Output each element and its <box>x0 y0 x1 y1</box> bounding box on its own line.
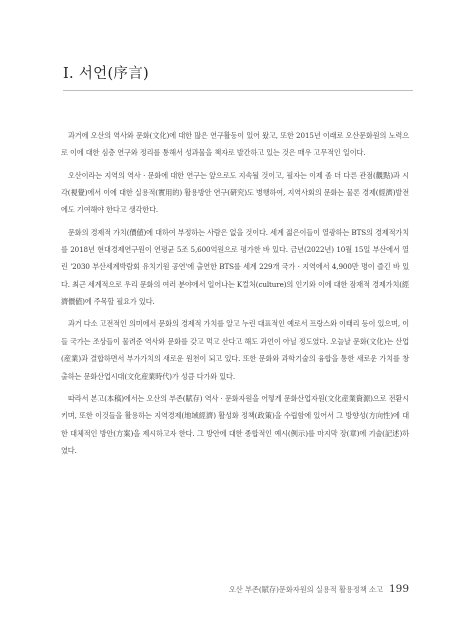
paragraph-1: 과거에 오산의 역사와 문화(文化)에 대한 많은 연구활동이 있어 왔고, 또한 2015년 이래로 오산문화원의 노력으로 이에 대한 심층 연구와 정리를 통해서 성과물을 책자로 발간하고 있는 것은 매우 고무적인 일이다. <box>61 131 409 158</box>
page-footer <box>229 583 409 595</box>
section-heading: Ⅰ. 서언(序言) <box>63 66 149 82</box>
paragraph-5: 따라서 본고(本稿)에서는 오산의 부존(賦存) 역사 · 문화자원을 어떻게 문화산업자원(文化産業資源)으로 전환시키며, 또한 이것들을 활용하는 지역경제(地域經濟) 활성화 정책(政策)을 수립함에 있어서 그 방향성(方向性)에 대한 대체적인 방안(方案)을 제시하고자 한다. 그 방안에 대한 종합적인 예시(例示)를 마지막 장(章)에 기술(記述)하였다. <box>61 393 409 456</box>
page-number: 199 <box>388 583 409 595</box>
running-title: 오산 부존(賦存)문화자원의 실용적 활용정책 소고 <box>228 585 383 594</box>
paragraph-2: 오산이라는 지역의 역사 · 문화에 대한 연구는 앞으로도 지속될 것이고, 필자는 이제 좀 더 다른 관점(觀點)과 시각(視覺)에서 이에 대한 실용적(實用的) 활용방안 연구(硏究)도 병행하여, 지역사회의 문화는 물론 경제(經濟)발전에도 기여해야 한다고 생각한다. <box>61 170 409 215</box>
heading-divider <box>63 90 413 91</box>
paragraph-3: 문화의 경제적 가치(價値)에 대하여 부정하는 사람은 없을 것이다. 세계 젊은이들이 열광하는 BTS의 경제적가치를 2018년 현대경제연구원이 연평균 5조 5,600억원으로 평가한 바 있다. 금년(2022년) 10월 15일 부산에서 열린 '2030 부산세계박람회 유치기원 공연'에 출연한 BTS를 세계 229개 국가 · 지역에서 4,900만 명이 즐긴 바 있다. 최근 세계적으로 우리 문화의 여러 분야에서 일어나는 K컬처(culture)의 인기와 이에 대한 잠재적 경제가치(經濟價値)에 주목할 필요가 있다. <box>61 227 409 307</box>
body-text <box>61 127 409 464</box>
paragraph-4: 과거 다소 고전적인 의미에서 문화의 경제적 가치를 알고 누린 대표적인 예로서 프랑스와 이태리 등이 있으며, 이들 국가는 조상들이 물려준 역사와 문화를 갖고 먹고 산다고 해도 과언이 아닐 정도였다. 오늘날 문화(文化)는 산업(産業)과 결합하면서 부가가치의 새로운 원천이 되고 있다. 또한 문화와 과학기술의 융합을 통한 새로운 가치를 창출하는 문화산업시대(文化産業時代)가 성큼 다가와 있다. <box>61 319 409 381</box>
